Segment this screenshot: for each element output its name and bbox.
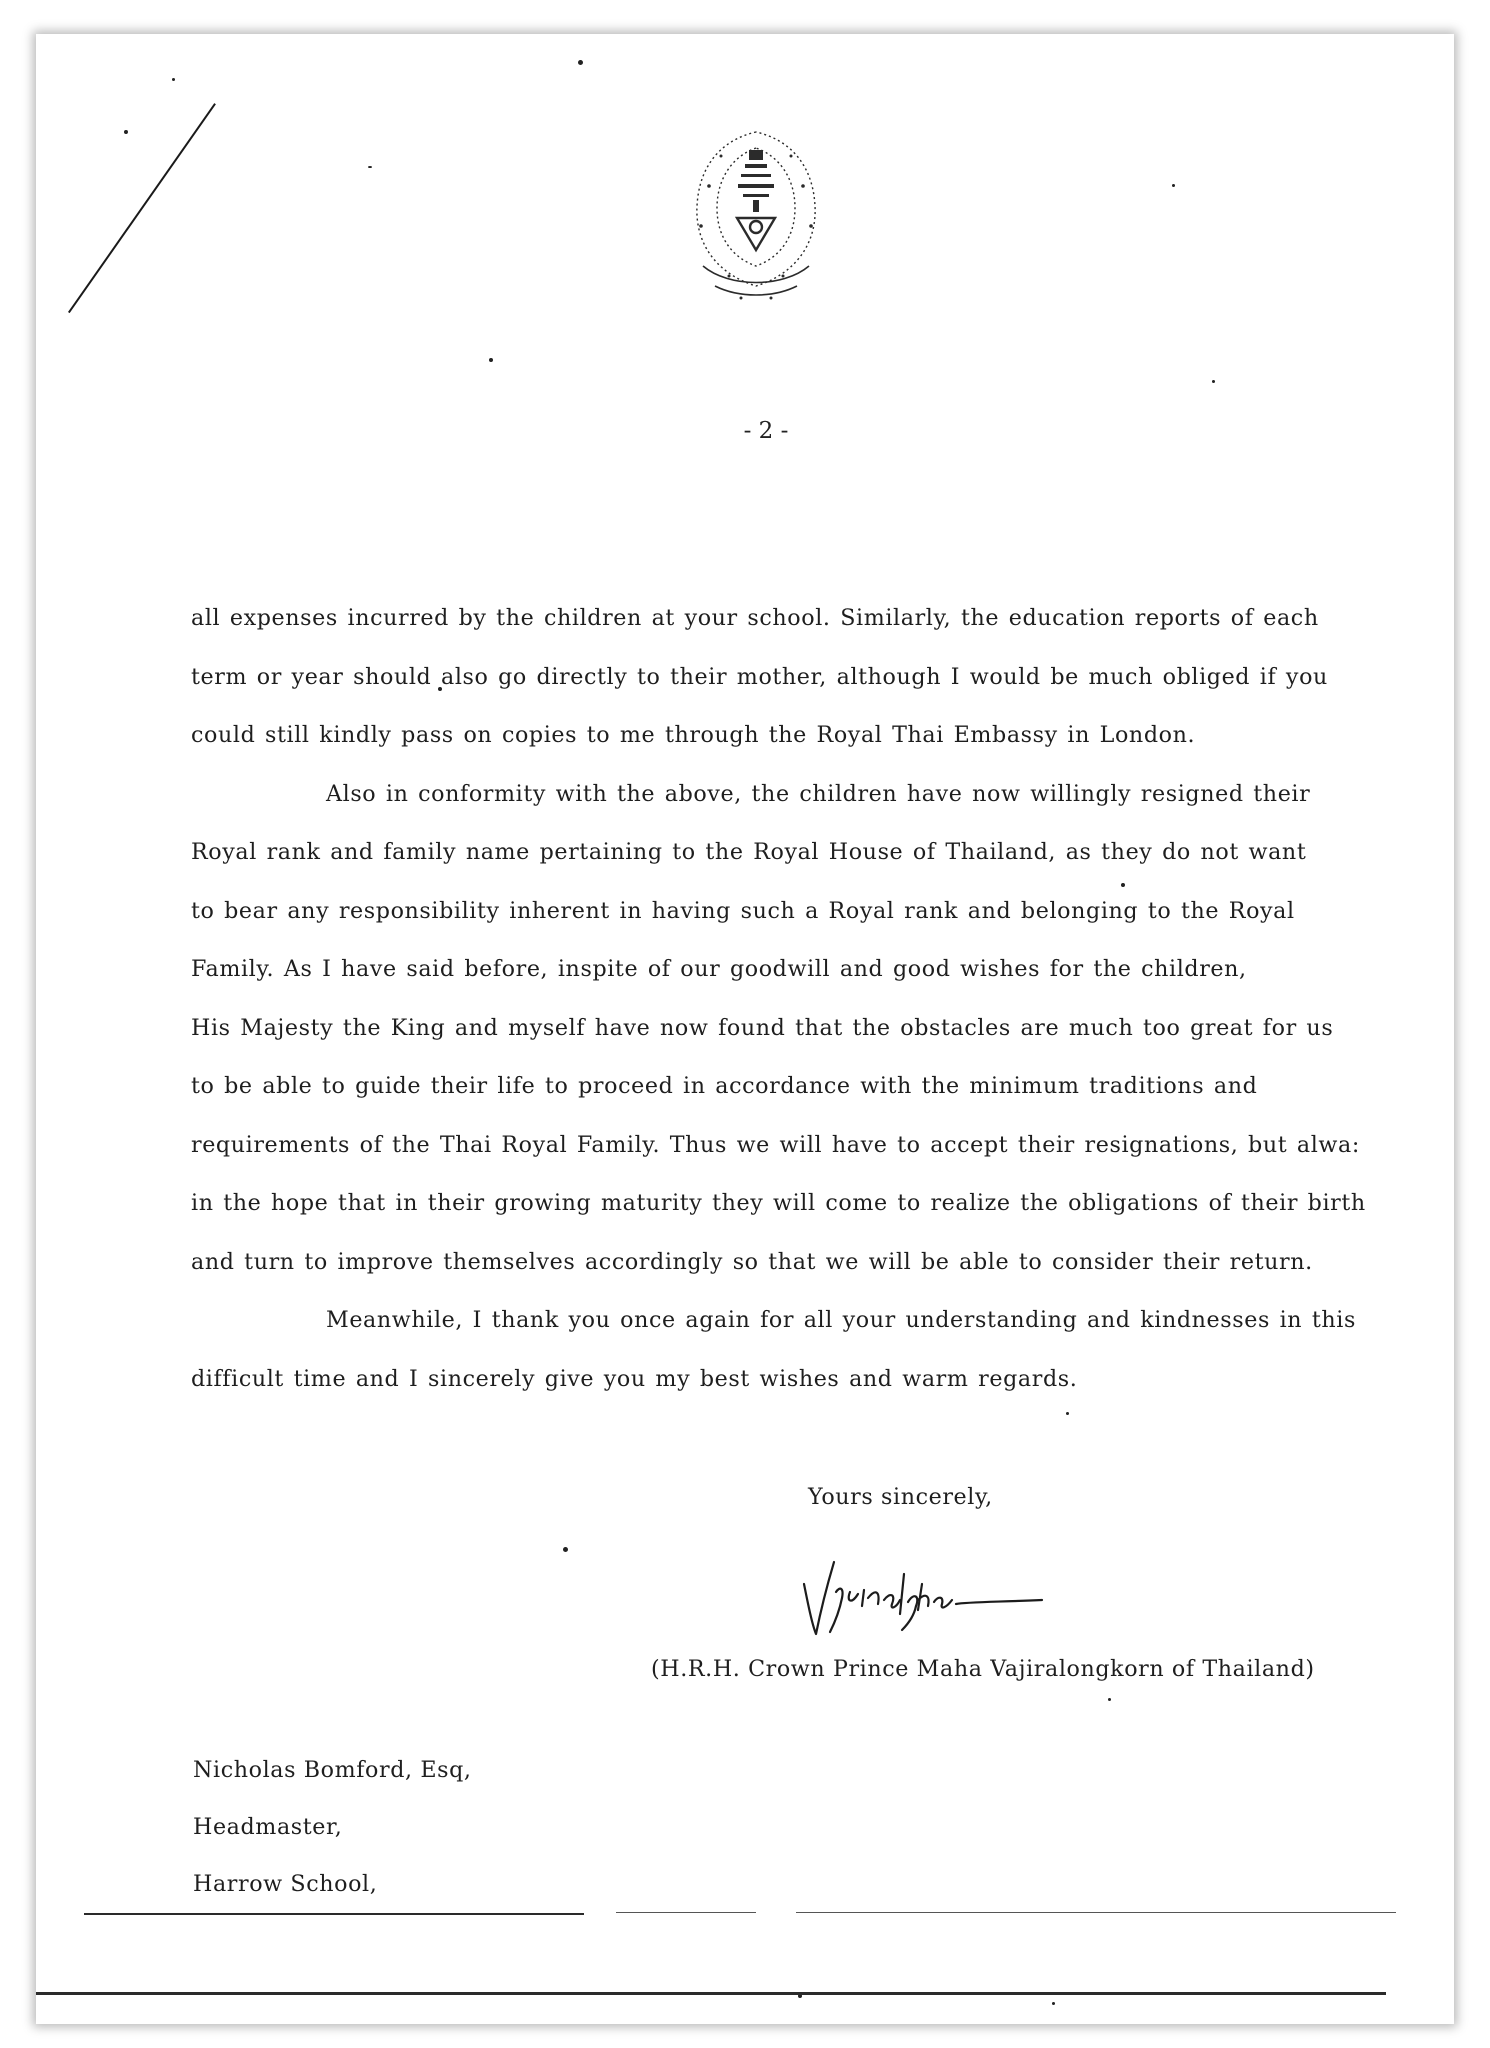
scan-speck	[1052, 2002, 1055, 2005]
page-number: - 2 -	[743, 418, 789, 444]
scan-mark-line	[68, 103, 216, 313]
closing-salutation: Yours sincerely,	[808, 1484, 993, 1510]
scan-speck	[124, 130, 128, 134]
scan-rule	[616, 1912, 756, 1913]
body-line: to be able to guide their life to proceed in accordance with the minimum traditions and	[191, 1073, 1258, 1099]
body-line: to bear any responsibility inherent in having such a Royal rank and belonging to the Royal	[191, 897, 1295, 924]
addressee-block	[193, 1742, 472, 1913]
scan-speck	[489, 358, 493, 362]
body-line: all expenses incurred by the children at your school. Similarly, the education reports of each	[191, 605, 1319, 631]
scan-rule	[84, 1913, 584, 1915]
scan-speck	[172, 78, 175, 81]
scan-speck	[578, 60, 583, 65]
body-line: could still kindly pass on copies to me through the Royal Thai Embassy in London.	[191, 722, 1196, 748]
scan-speck	[368, 166, 372, 168]
letter-page	[36, 34, 1454, 2024]
body-line: term or year should also go directly to their mother, although I would be much obliged if you	[191, 663, 1328, 690]
scan-speck	[563, 1547, 568, 1552]
signatory-name: (H.R.H. Crown Prince Maha Vajiralongkorn of Thailand)	[651, 1656, 1315, 1682]
body-line: in the hope that in their growing maturity they will come to realize the obligations of their birth	[191, 1190, 1366, 1216]
addressee-line: Harrow School,	[193, 1871, 378, 1897]
body-line: His Majesty the King and myself have now found that the obstacles are much too great for us	[191, 1014, 1334, 1041]
body-line: Also in conformity with the above, the children have now willingly resigned their	[326, 780, 1311, 807]
scan-rule	[36, 1992, 1386, 1995]
body-line: requirements of the Thai Royal Family. Thus we will have to accept their resignations, but alwa:	[191, 1131, 1360, 1158]
body-line: Meanwhile, I thank you once again for all your understanding and kindnesses in this	[326, 1307, 1356, 1333]
royal-crest-icon	[681, 126, 831, 308]
body-line: difficult time and I sincerely give you my best wishes and warm regards.	[191, 1365, 1078, 1392]
scan-speck	[1066, 1412, 1069, 1415]
scan-speck	[1172, 184, 1175, 187]
addressee-line: Headmaster,	[193, 1814, 343, 1840]
addressee-line: Nicholas Bomford, Esq,	[193, 1757, 472, 1783]
body-line: Royal rank and family name pertaining to the Royal House of Thailand, as they do not want	[191, 839, 1307, 865]
scan-speck	[1108, 1698, 1111, 1701]
letter-body	[191, 589, 1401, 1408]
body-line: Family. As I have said before, inspite of our goodwill and good wishes for the children,	[191, 956, 1247, 982]
handwritten-signature	[796, 1544, 1056, 1644]
scan-rule	[796, 1912, 1396, 1913]
scan-speck	[1212, 380, 1215, 383]
body-line: and turn to improve themselves accordingly so that we will be able to consider their return.	[191, 1248, 1313, 1275]
